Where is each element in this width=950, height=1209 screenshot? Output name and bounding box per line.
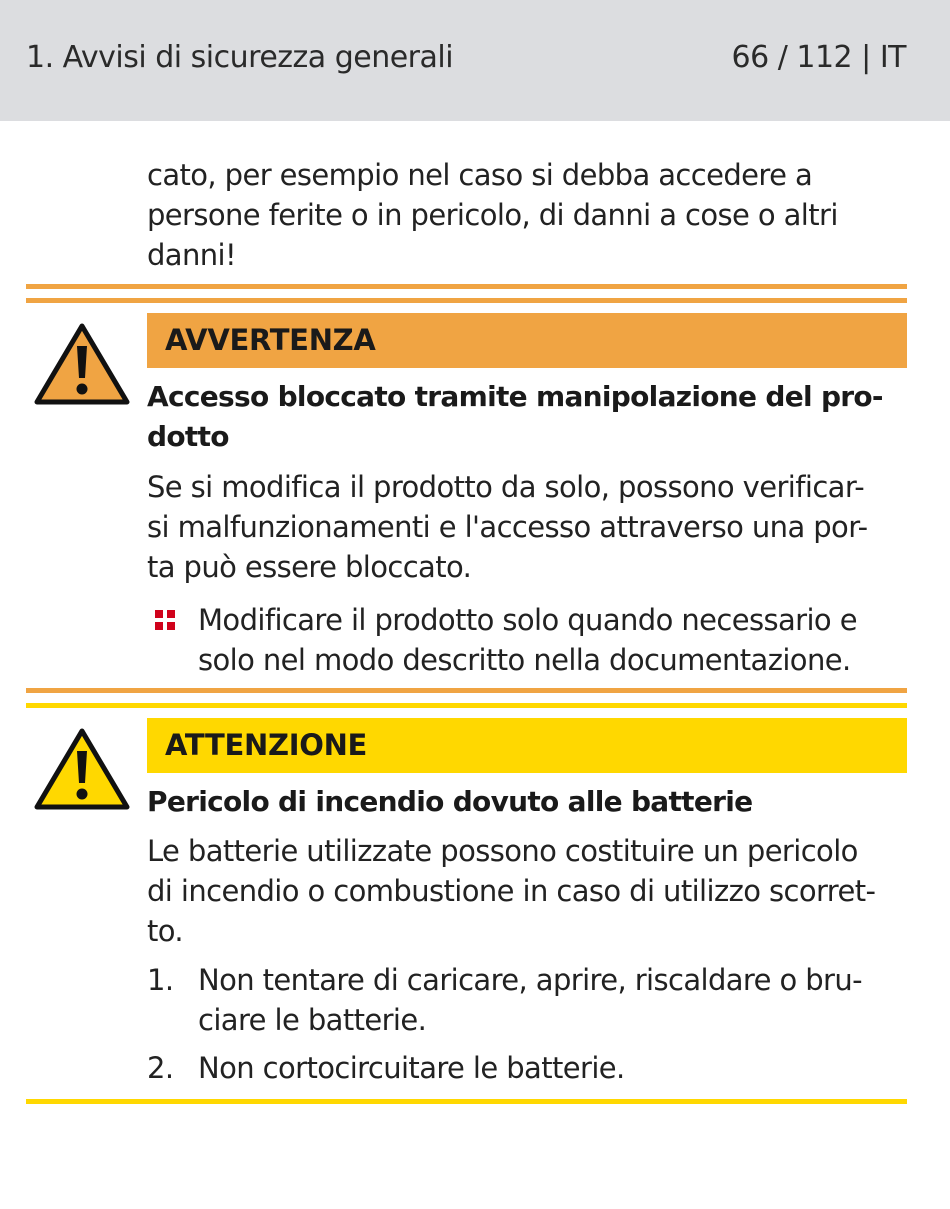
warning-heading-line: Accesso bloccato tramite manipolazione del pro- [147, 380, 883, 413]
warning-instruction-line: Modificare il prodotto solo quando necessario e [198, 603, 857, 637]
warning-instruction-line: solo nel modo descritto nella documentazione. [198, 643, 851, 677]
step-number: 2. [147, 1051, 174, 1085]
intro-line: danni! [147, 238, 237, 272]
intro-paragraph [147, 155, 917, 275]
warning-text-line: ta può essere bloccato. [147, 550, 472, 584]
warning-rule-top [26, 284, 907, 289]
warning-text-line: Se si modifica il prodotto da solo, possono verificar- [147, 470, 865, 504]
red-squares-bullet-icon [155, 610, 176, 631]
caution-step [198, 1048, 913, 1088]
caution-step-line: Non cortocircuitare le batterie. [198, 1051, 625, 1085]
warning-heading [147, 377, 917, 457]
caution-text-line: di incendio o combustione in caso di utilizzo scorret- [147, 874, 876, 908]
intro-line: cato, per esempio nel caso si debba accedere a [147, 158, 813, 192]
warning-rule-bottom [26, 688, 907, 693]
caution-rule-top [26, 703, 907, 708]
caution-rule-bottom [26, 1099, 907, 1104]
warning-text-line: si malfunzionamenti e l'accesso attraverso una por- [147, 510, 868, 544]
caution-description [147, 831, 917, 951]
page-indicator: 66 / 112 | IT [731, 40, 906, 75]
intro-line: persone ferite o in pericolo, di danni a cose o altri [147, 198, 838, 232]
warning-description [147, 467, 917, 587]
caution-banner: ATTENZIONE [147, 718, 907, 773]
caution-step [198, 960, 913, 1040]
warning-instruction [198, 600, 913, 680]
warning-triangle-icon [34, 727, 130, 811]
caution-text-line: to. [147, 914, 184, 948]
warning-triangle-icon [34, 322, 130, 406]
caution-step-line: ciare le batterie. [198, 1003, 427, 1037]
warning-banner: AVVERTENZA [147, 313, 907, 368]
caution-step-line: Non tentare di caricare, aprire, riscaldare o bru- [198, 963, 863, 997]
warning-rule-top-2 [26, 298, 907, 303]
caution-heading: Pericolo di incendio dovuto alle batterie [147, 785, 753, 818]
page-header [0, 0, 950, 121]
step-number: 1. [147, 963, 174, 997]
warning-heading-line: dotto [147, 420, 229, 453]
caution-text-line: Le batterie utilizzate possono costituire un pericolo [147, 834, 858, 868]
section-title: 1. Avvisi di sicurezza generali [26, 40, 454, 75]
